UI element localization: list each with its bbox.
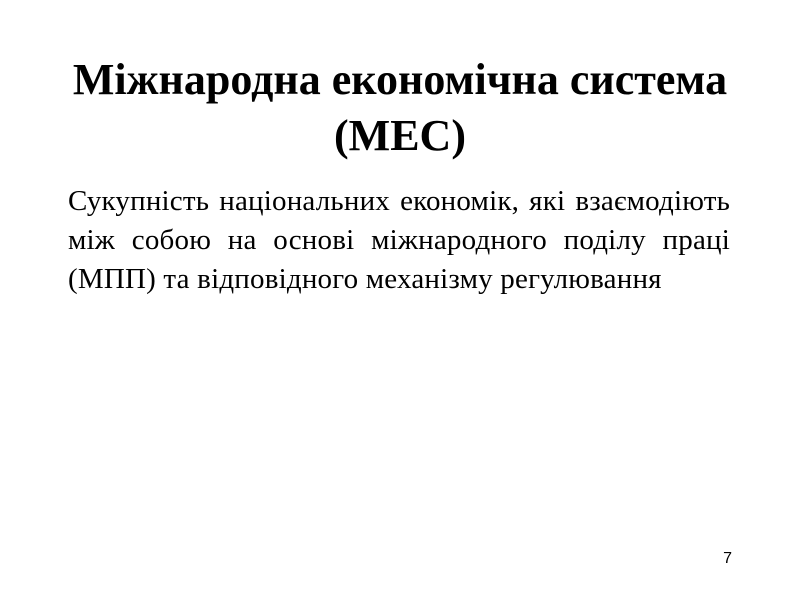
page-number: 7	[723, 550, 732, 567]
definition-text: Сукупність національних економік, які взаємодіють між собою на основі міжнародного поділу праці (МПП) та відповідного механізму регулювання	[68, 185, 730, 295]
slide-title: Міжнародна економічна система (МЕС)	[72, 55, 728, 160]
